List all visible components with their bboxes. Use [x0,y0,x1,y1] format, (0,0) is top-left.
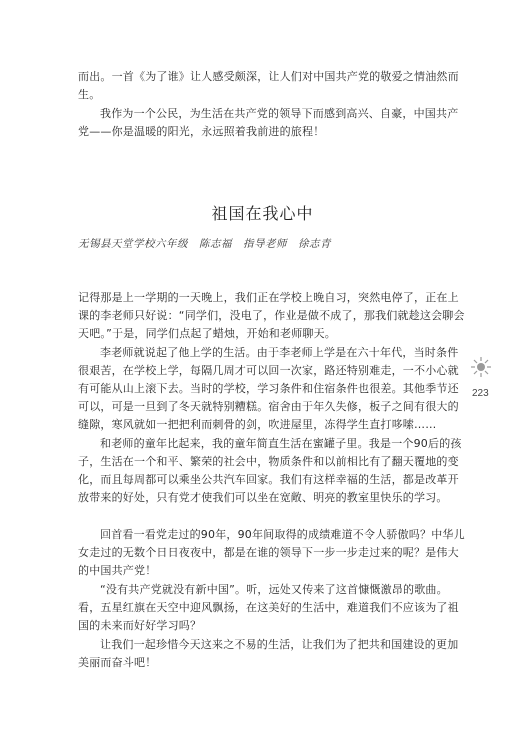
essay-paragraph-5: “没有共产党就没有新中国”。听，远处又传来了这首慷慨激昂的歌曲。看，五星红旗在天空中迎风飘扬，在这美好的生活中，难道我们不应该为了祖国的未来而好好学习吗？ [78,583,459,632]
sun-ornament-icon [470,356,492,378]
page-number: 223 [472,388,489,399]
essay-title: 祖国在我心中 [211,204,314,223]
essay-paragraph-4: 回首看一看党走过的90年，90年间取得的成绩难道不令人骄傲吗？中华儿女走过的无数个日日夜夜中，都是在谁的领导下一步一步走过来的呢？是伟大的中国共产党！ [78,528,465,577]
essay-paragraph-2: 李老师就说起了他上学的生活。由于李老师上学是在六十年代，当时条件很艰苦，在学校上学，每隔几周才可以回一次家，路还特别难走，一不小心就有可能从山上滚下去。当时的学校，学习条件和住宿条件也很差。其他季节还可以，可是一旦到了冬天就特别糟糕。宿舍由于年久失修，板子之间有很大的缝隙，寒风就如一把把利而刺骨的剑，吹进屋里，冻得学生直打哆嗦…… [78,346,459,431]
essay-paragraph-6: 让我们一起珍惜今天这来之不易的生活，让我们为了把共和国建设的更加美丽而奋斗吧！ [78,638,459,669]
essay-byline: 无锡县天堂学校六年级 陈志福 指导老师 徐志青 [78,238,331,250]
prev-paragraph-2: 我作为一个公民，为生活在共产党的领导下而感到高兴、自豪，中国共产党——你是温暖的阳光，永远照着我前进的旅程！ [78,107,459,138]
prev-paragraph-1: 而出。一首《为了谁》让人感受颇深，让人们对中国共产党的敬爱之情油然而生。 [78,70,459,101]
essay-paragraph-3: 和老师的童年比起来，我的童年简直生活在蜜罐子里。我是一个90后的孩子，生活在一个和平、繁荣的社会中，物质条件和以前相比有了翻天覆地的变化，而且每周都可以乘坐公共汽车回家。我们有这样幸福的生活，都是改革开放带来的好处，只有党才使我们可以坐在宽敞、明亮的教室里快乐的学习。 [78,437,462,504]
essay-paragraph-1: 记得那是上一学期的一天晚上，我们正在学校上晚自习，突然电停了，正在上课的李老师只好说：“同学们，没电了，作业是做不成了，那我们就趁这会聊会天吧。”于是，同学们点起了蜡烛，开始和老师聊天。 [78,291,465,340]
